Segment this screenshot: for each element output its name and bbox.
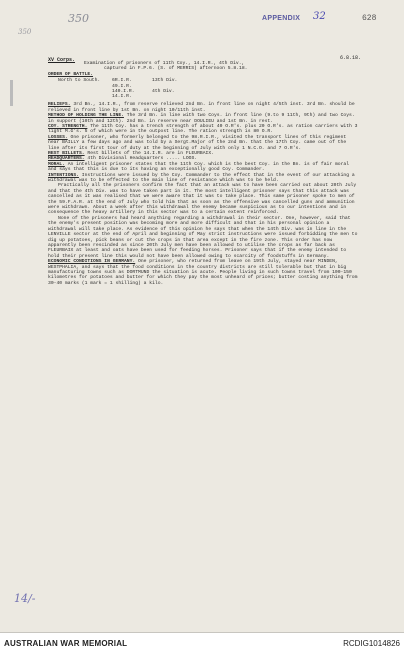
report-section — [48, 162, 360, 173]
report-section — [48, 173, 360, 184]
order-of-battle-unit: 14.I.R. — [112, 94, 132, 100]
section-heading: METHOD OF HOLDING THE LINE. — [48, 113, 124, 119]
report-title-line2: captured in F.P.6. (S. of MERRIS) afternoon 5.8.18. — [104, 66, 248, 72]
order-of-battle-row — [58, 94, 360, 99]
section-heading: COY. STRENGTH. — [48, 123, 88, 129]
section-text: Rest billets of the 14.I.R. are in FLEURBAIX. — [87, 151, 214, 156]
top-number: 350 — [68, 12, 89, 25]
section-heading: REST BILLETS. — [48, 151, 85, 156]
report-section — [48, 259, 360, 286]
corps-label: XV Corps. — [48, 57, 76, 63]
section-text: One prisoner, who returned from leave on 19th July, stayed near MINDEN, WESTPHALIA, and says that the food conditions in the country districts are still tolerable but that in big manufacturing towns such as DORTMUND the situation is acute. People living in such towns travel from 100-150 kilometres for potatoes and butter for which they pay the most unheard of prices; butter costing anything from 30-40 marks (1 mark = 1 shilling) a kilo. — [48, 259, 358, 286]
report-date: 6.8.18. — [340, 55, 362, 61]
order-of-battle-division: 4th Div. — [152, 89, 175, 95]
section-text: The 3rd Bn. in line with two Coys. in front line (9.to 9 11th, 9th) and two Coys. in support (10th and 12th). 2nd Bn. in reserve near DOULIEU and 1st Bn. in rest. — [48, 113, 355, 124]
footer-bar — [0, 632, 404, 655]
section-heading: ECONOMIC CONDITIONS IN GERMANY. — [48, 259, 136, 265]
staple-mark — [10, 80, 13, 106]
report-section — [48, 183, 360, 215]
section-heading: LOSSES. — [48, 134, 68, 140]
section-text: Practically all the prisoners confirm the fact that an attack was to have been carried out about 20th July and that the 4th Div. was to have taken part in it. The most intelligent prisoner says that this attack was cancelled as it was realised that we were aware that it was to take place. This same prisoner spoke to men of the 59.F.A.R. at the end of July who told him that as soon as the offensive was cancelled guns and ammunition were withdrawn. About a week after this withdrawal the enemy became suspicious as to our intentions and in consequence the heavy artillery in this sector was to a certain extent reinforced. — [48, 183, 357, 216]
order-of-battle-heading: ORDER OF BATTLE. — [48, 71, 94, 77]
order-of-battle-unit: 140.I.R. — [112, 89, 135, 95]
report-body — [48, 61, 360, 286]
order-of-battle — [48, 72, 360, 100]
section-text: None of the prisoners had heard anything regarding a withdrawal in their sector. One, however, said that the enemy's present position was becoming more and more difficult and that in his personal opinion a withdrawal will take place. As evidence of this opinion he says that when the 14th Div. was in line in the LENVILLE sector at the end of April and beginning of May strict instructions were issued forbidding the men to dig up potatoes, pick beans or cut the crops in that area except in the fire zone. This order has now apparently been rescinded as since 20th July men have been allowed to utilise the crops as far back as FLEURBAIX at least and oats have been used for feeding horses. Prisoner says that if the enemy intended to hold their present line this would not have been allowed owing to scarcity of foodstuffs in Germany. — [48, 215, 358, 259]
section-text: 4th Divisional Headquarters ..... LOOS. — [87, 156, 198, 162]
folio-number: 628 — [362, 14, 377, 23]
section-text: The 11th Coy. has a trench strength of about 40 O.R's. plus 20 O.R's. as ration carriers with 3 light M.G's. 5 of which were in the outpost line. The ration strength is 80 O.R. — [48, 123, 358, 135]
report-section — [48, 216, 360, 259]
section-text: 3rd Bn., 14.I.R., from reserve relieved 2nd Bn. in front line on night 4/5th inst. 3rd Bn. should be relieved in front line by 1st Bn. on night 10/11th inst. — [48, 102, 355, 113]
footer-institution: AUSTRALIAN WAR MEMORIAL — [4, 639, 128, 648]
appendix-number: 32 — [313, 11, 326, 22]
section-heading: INTENTIONS. — [48, 172, 79, 178]
margin-mark: 14/- — [14, 592, 36, 605]
section-heading: HEADQUARTERS. — [48, 156, 85, 162]
pencil-number: 350 — [18, 28, 32, 36]
section-text: One prisoner, who formerly belonged to the 98.R.I.R., visited the transport lines of this regiment near BAILLY a few days ago and was told by a Sergt.Major of the 2nd Bn. that the 17th Coy. came out of the line after its first tour of duty at the beginning of July with only 1 N.C.O. and 7 O.R's. — [48, 134, 347, 151]
report-section — [48, 113, 360, 124]
report-section — [48, 102, 360, 113]
section-heading: RELIEFS. — [48, 102, 71, 108]
order-of-battle-unit: 49.I.R. — [112, 83, 132, 89]
order-of-battle-unit: 6R.I.R. — [112, 78, 132, 84]
order-of-battle-division: 13th Div. — [152, 78, 178, 84]
footer-record-id: RCDIG1014826 — [343, 639, 400, 648]
order-of-battle-direction: North to South. — [58, 78, 101, 84]
section-text: An intelligent prisoner states that the 11th Coy. which is the best Coy. in the Bn. is of fair moral and says that this is due to its having an exceptionally good Coy. Commander. — [48, 161, 350, 173]
appendix-stamp: APPENDIX — [262, 15, 301, 22]
report-section — [48, 135, 360, 151]
report-sections — [48, 102, 360, 286]
section-heading: MORAL. — [48, 161, 65, 167]
report-title: Examination of prisoners of 11th Coy., 14.I.R., 4th Div., — [84, 61, 245, 66]
report-section — [48, 124, 360, 135]
section-text: Instructions were issued by the Coy. Commander to the effect that in the event of our attacking a withdrawal was to be effected to the main line of resistance which was to be held. — [48, 172, 355, 184]
order-of-battle-table — [58, 78, 360, 100]
order-of-battle-direction — [58, 94, 112, 99]
